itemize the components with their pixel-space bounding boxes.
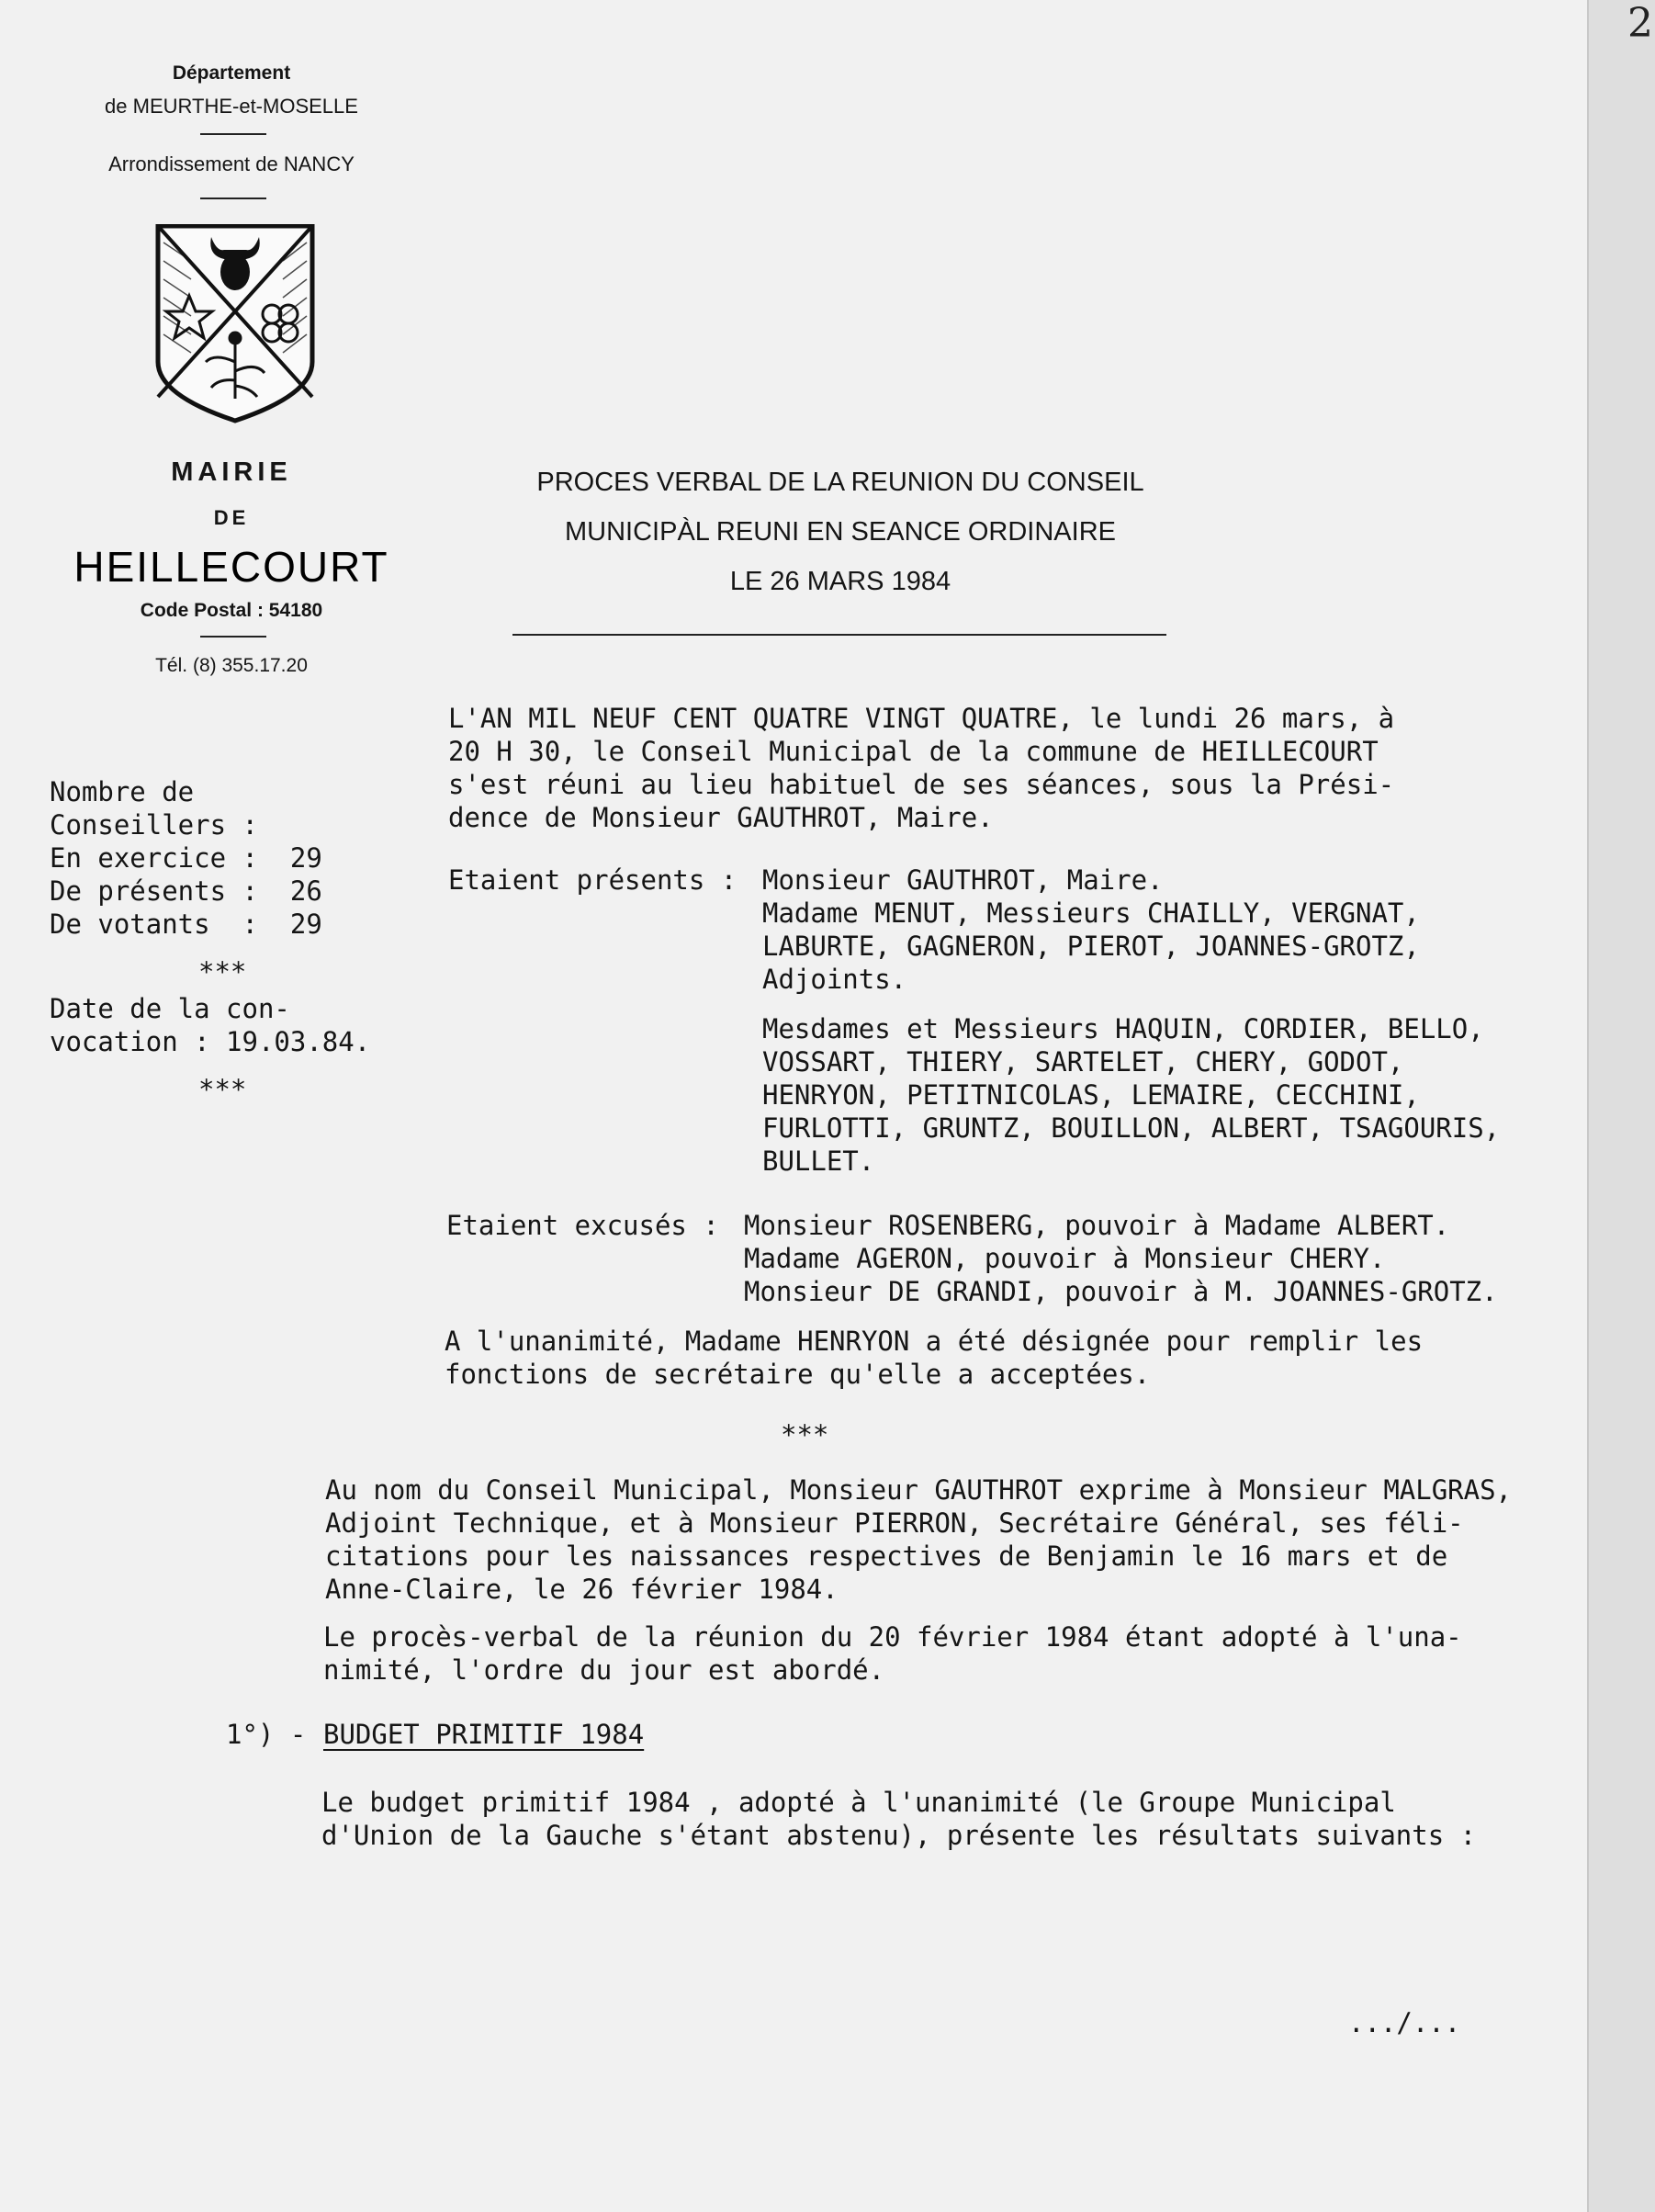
text-line: Monsieur GAUTHROT, Maire. — [762, 864, 1164, 896]
stats-votants: De votants : 29 — [50, 908, 322, 940]
postal-code: Code Postal : 54180 — [140, 600, 323, 621]
departement-label: Département — [172, 62, 291, 84]
stats-line: Conseillers : — [50, 809, 258, 841]
excuses-list — [744, 1209, 1498, 1308]
text-line: Anne-Claire, le 26 février 1984. — [325, 1574, 839, 1605]
presents-list — [762, 863, 1420, 996]
text-line: Le procès-verbal de la réunion du 20 février 1984 étant adopté à l'una- — [323, 1621, 1462, 1653]
text-line: Au nom du Conseil Municipal, Monsieur GAUTHROT exprime à Monsieur MALGRAS, — [325, 1474, 1513, 1506]
header-divider — [200, 198, 266, 199]
stats-line: Nombre de — [50, 776, 195, 807]
text-line: nimité, l'ordre du jour est abordé. — [323, 1654, 885, 1686]
text-line: d'Union de la Gauche s'étant abstenu), présente les résultats suivants : — [321, 1820, 1477, 1851]
excuses-label: Etaient excusés : — [446, 1210, 719, 1241]
text-line: Adjoints. — [762, 964, 907, 995]
continuation-mark: .../... — [1348, 2007, 1461, 2038]
header-divider — [200, 133, 266, 135]
telephone: Tél. (8) 355.17.20 — [155, 655, 308, 676]
text-line: 20 H 30, le Conseil Municipal de la commune de HEILLECOURT — [448, 736, 1379, 767]
budget-paragraph — [321, 1786, 1476, 1852]
intro-paragraph — [448, 702, 1394, 834]
mairie-de: DE — [213, 506, 250, 529]
arrondissement: Arrondissement de NANCY — [108, 152, 355, 175]
presents-list-2 — [762, 1012, 1500, 1178]
town-name: HEILLECOURT — [73, 543, 389, 591]
stats-line: Date de la con- — [50, 993, 290, 1024]
text-line: dence de Monsieur GAUTHROT, Maire. — [448, 802, 994, 833]
convocation-date — [50, 992, 370, 1058]
text-line: BULLET. — [762, 1146, 875, 1177]
stats-line: vocation : 19.03.84. — [50, 1026, 371, 1057]
text-line: Monsieur DE GRANDI, pouvoir à M. JOANNES-GROTZ. — [744, 1276, 1498, 1307]
text-line: Mesdames et Messieurs HAQUIN, CORDIER, BELLO, — [762, 1013, 1484, 1044]
title-line-3: LE 26 MARS 1984 — [729, 567, 951, 596]
text-line: Adjoint Technique, et à Monsieur PIERRON, Secrétaire Général, ses féli- — [325, 1507, 1464, 1539]
coat-of-arms-icon — [154, 224, 316, 428]
separator-stars: *** — [781, 1419, 829, 1450]
page-edge — [1587, 0, 1655, 2212]
text-line: Le budget primitif 1984 , adopté à l'unanimité (le Groupe Municipal — [321, 1787, 1396, 1818]
text-line: Madame MENUT, Messieurs CHAILLY, VERGNAT, — [762, 897, 1420, 929]
departement-name: de MEURTHE-et-MOSELLE — [105, 95, 358, 118]
page-number: 2 — [1627, 0, 1653, 47]
text-line: Monsieur ROSENBERG, pouvoir à Madame ALBERT. — [744, 1210, 1450, 1241]
council-stats — [50, 775, 322, 941]
title-underline — [512, 634, 1166, 636]
title-line-1: PROCES VERBAL DE LA REUNION DU CONSEIL — [536, 468, 1144, 497]
header-divider — [200, 636, 266, 638]
separator-stars: *** — [198, 1074, 247, 1105]
text-line: Madame AGERON, pouvoir à Monsieur CHERY. — [744, 1243, 1386, 1274]
presents-label: Etaient présents : — [448, 864, 737, 896]
title-line-2: MUNICIPÀL REUNI EN SEANCE ORDINAIRE — [565, 517, 1116, 547]
secretaire-paragraph — [445, 1325, 1423, 1391]
text-line: A l'unanimité, Madame HENRYON a été désignée pour remplir les — [445, 1326, 1424, 1357]
text-line: VOSSART, THIERY, SARTELET, CHERY, GODOT, — [762, 1046, 1404, 1078]
stats-en-exercice: En exercice : 29 — [50, 842, 322, 874]
felicitations-paragraph — [325, 1473, 1512, 1606]
text-line: citations pour les naissances respectives de Benjamin le 16 mars et de — [325, 1540, 1448, 1572]
section-title: BUDGET PRIMITIF 1984 — [323, 1719, 645, 1750]
text-line: s'est réuni au lieu habituel de ses séances, sous la Prési- — [448, 769, 1395, 800]
separator-stars: *** — [198, 956, 247, 988]
text-line: LABURTE, GAGNERON, PIEROT, JOANNES-GROTZ, — [762, 931, 1420, 962]
text-line: L'AN MIL NEUF CENT QUATRE VINGT QUATRE, le lundi 26 mars, à — [448, 703, 1395, 734]
text-line: fonctions de secrétaire qu'elle a acceptées. — [445, 1359, 1151, 1390]
mairie-label: MAIRIE — [171, 457, 292, 487]
section-number: 1°) - — [226, 1719, 307, 1750]
text-line: FURLOTTI, GRUNTZ, BOUILLON, ALBERT, TSAGOURIS, — [762, 1112, 1501, 1144]
stats-presents: De présents : 26 — [50, 875, 322, 907]
text-line: HENRYON, PETITNICOLAS, LEMAIRE, CECCHINI, — [762, 1079, 1420, 1111]
proces-verbal-paragraph — [323, 1620, 1462, 1687]
